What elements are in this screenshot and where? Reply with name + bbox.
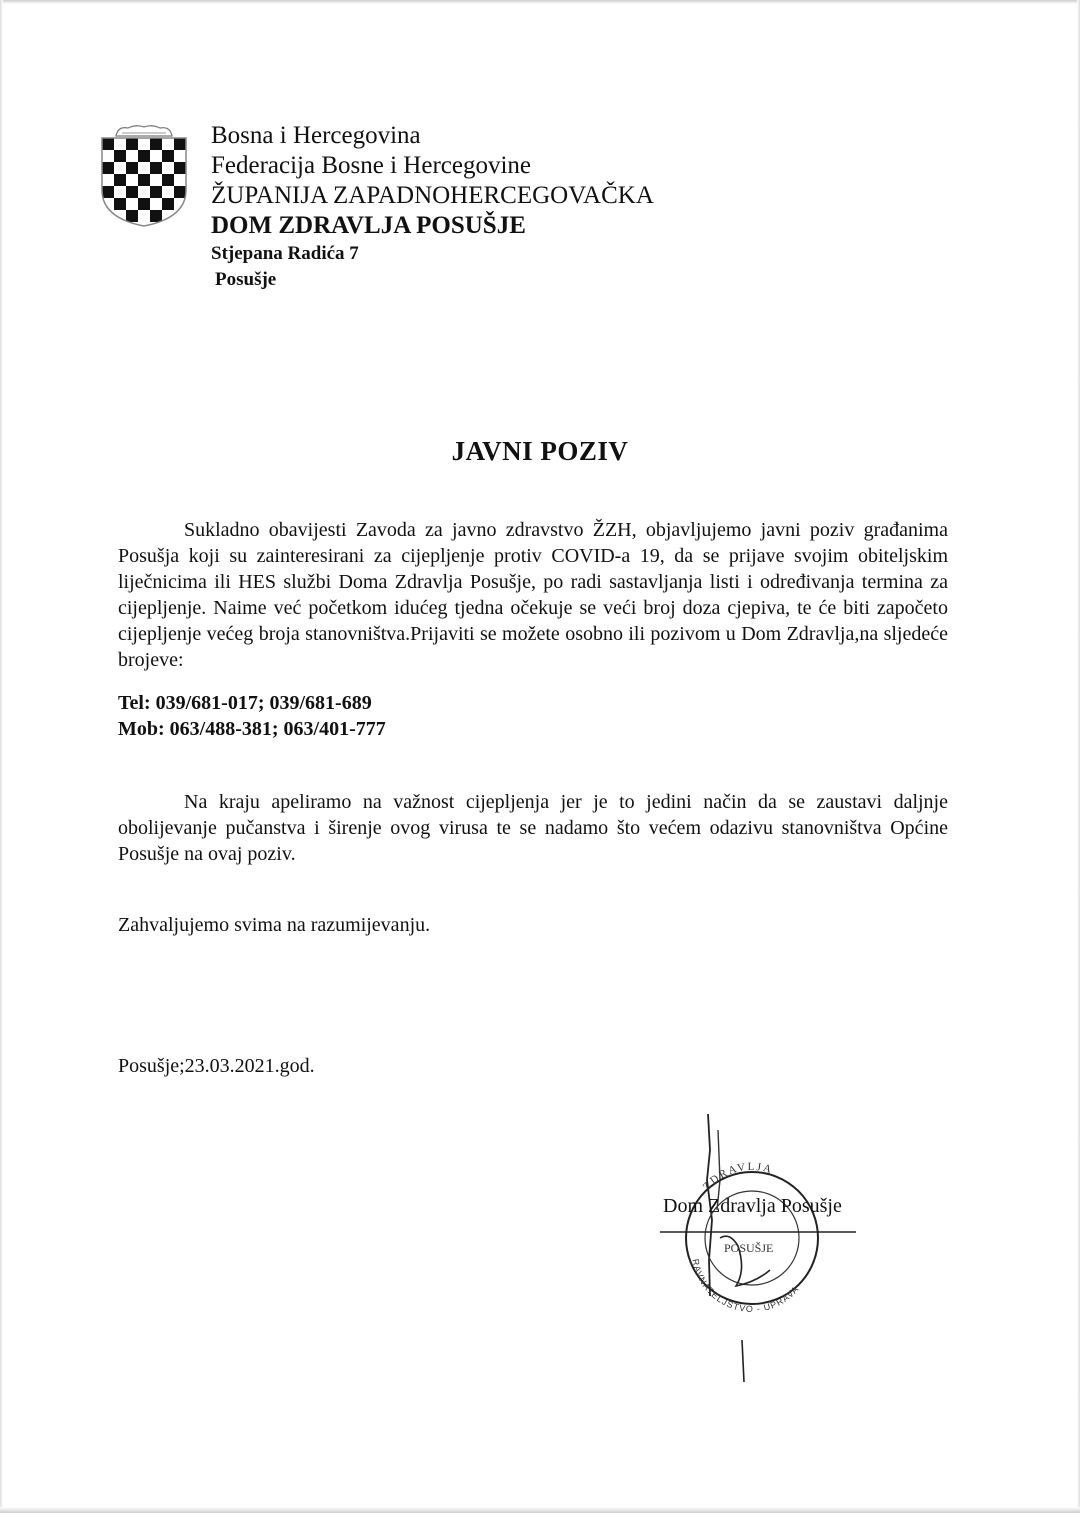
stamp-text-bottom: RAVNATELJSTVO - UPRAVA [690,1258,801,1315]
closing-thanks: Zahvaljujemo svima na razumijevanju. [118,914,431,936]
scan-edge-left [0,0,3,1513]
document-title: JAVNI POZIV [451,436,629,466]
body-paragraph-2 [118,789,948,867]
body-paragraph-1 [118,517,948,673]
canton-name: ŽUPANIJA ZAPADNOHERCEGOVAČKA [211,182,654,209]
scan-edge-top [0,0,1080,4]
paragraph-text: Sukladno obavijesti Zavoda za javno zdravstvo ŽZH, objavljujemo javni poziv građanima Posušja koji su zainteresirani za cijepljenje protiv COVID-a 19, da se prijave svojim obiteljskim liječnicima ili HES službi Doma Zdravlja Posušje, po radi sastavljanja listi i određivanja termina za cijepljenje. Naime već početkom idućeg tjedna očekuje se veći broj doza cjepiva, te će biti započeto cijepljenje većeg broja stanovništva.Prijaviti se možete osobno ili pozivom u Dom Zdravlja,na sljedeće brojeve: [118,519,948,671]
stamp-text-top: ZDRAVLJA [700,1160,775,1193]
letterhead [211,121,851,293]
city-name: Posušje [215,269,277,290]
street-address: Stjepana Radića 7 [211,243,359,264]
checkered-coat-of-arms-icon [96,124,192,228]
stamp-text-center: POSUŠJE [724,1241,774,1255]
telephone-line: Tel: 039/681-017; 039/681-689 [118,692,372,714]
federation-name: Federacija Bosne i Hercegovine [211,152,532,179]
scan-edge-bottom [0,1507,1080,1513]
signature-label: Dom Zdravlja Posušje [663,1195,842,1217]
mobile-line: Mob: 063/488-381; 063/401-777 [118,718,386,740]
country-name: Bosna i Hercegovina [211,122,421,149]
institution-name: DOM ZDRAVLJA POSUŠJE [211,212,526,239]
contact-numbers [118,690,386,742]
document-date: Posušje;23.03.2021.god. [118,1055,315,1077]
official-stamp-icon [660,1110,880,1400]
paragraph-text: Na kraju apeliramo na važnost cijepljenja jer je to jedini način da se zaustavi daljnje obolijevanje pučanstva i širenje ovog virusa te se nadamo što većem odazivu stanovništva Općine Posušje na ovaj poziv. [118,791,948,865]
